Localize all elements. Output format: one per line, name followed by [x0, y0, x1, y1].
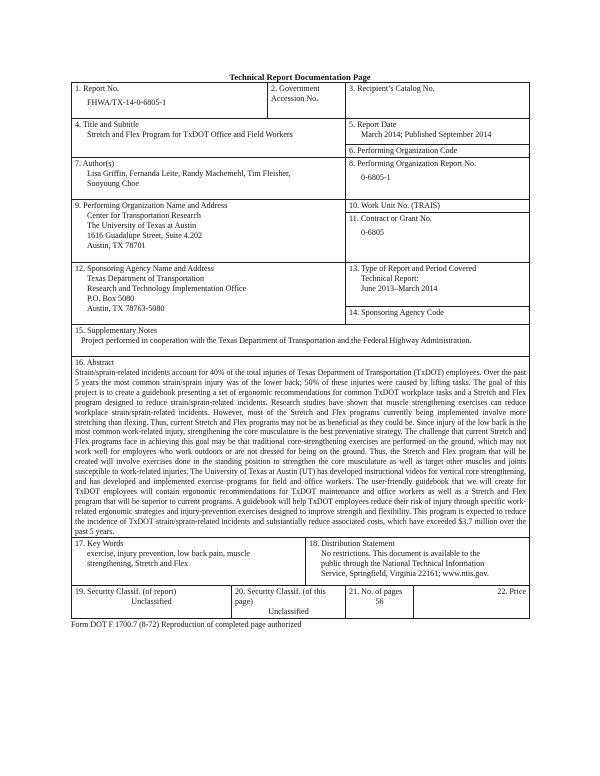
perf-org-name-line-2: The University of Texas at Austin — [87, 221, 197, 230]
perf-org-report-no-value: 0-6805-1 — [361, 173, 391, 182]
num-pages-label: 21. No. of pages — [349, 587, 403, 597]
sponsor-name-line-3: P.O. Box 5080 — [87, 294, 135, 303]
distribution-label: 18. Distribution Statement — [309, 539, 395, 549]
work-unit-no-cell — [346, 200, 530, 213]
security-page-cell — [232, 586, 346, 619]
form-footer: Form DOT F 1700.7 (8-72) Reproduction of completed page authorized — [71, 620, 302, 629]
sponsor-code-label: 14. Sponsoring Agency Code — [349, 308, 444, 317]
perf-org-name-line-3: 1616 Guadalupe Street, Suite 4.202 — [87, 231, 203, 240]
num-pages-cell — [346, 586, 414, 619]
sponsor-name-line-4: Austin, TX 78763-5080 — [87, 304, 165, 313]
distribution-line-1: No restrictions. This document is available to the — [321, 549, 481, 559]
perf-org-name-line-4: Austin, TX 78701 — [87, 241, 146, 250]
perf-org-report-no-label: 8. Performing Organization Report No. — [349, 159, 477, 168]
contract-no-label: 11. Contract or Grant No. — [349, 214, 432, 223]
price-label: 22. Price — [497, 587, 527, 597]
key-words-line-1: exercise, injury prevention, low back pain, muscle — [87, 549, 250, 559]
sponsor-name-line-2: Research and Technology Implementation Office — [87, 284, 247, 293]
report-type-line-2: June 2013–March 2014 — [361, 284, 438, 293]
report-documentation-table — [71, 82, 530, 619]
title-subtitle-value: Stretch and Flex Program for TxDOT Office and Field Workers — [87, 130, 293, 139]
abstract-cell — [72, 357, 530, 538]
govt-accession-cell — [268, 83, 346, 119]
report-type-line-1: Technical Report: — [361, 274, 419, 283]
distribution-cell — [306, 538, 530, 586]
authors-cell — [72, 158, 346, 200]
report-date-cell — [346, 119, 530, 145]
security-report-label: 19. Security Classif. (of report) — [75, 587, 177, 597]
supplementary-cell — [72, 325, 530, 357]
recipient-catalog-label: 3. Recipient’s Catalog No. — [349, 84, 435, 93]
sponsor-name-line-1: Texas Department of Transportation — [87, 274, 204, 283]
perf-org-code-label: 6. Performing Organization Code — [349, 146, 458, 155]
distribution-line-3: Service, Springfield, Virginia 22161; www.ntis.gov. — [321, 569, 489, 579]
page-title: Technical Report Documentation Page — [229, 72, 371, 82]
sponsor-code-cell — [346, 307, 530, 325]
report-no-label: 1. Report No. — [75, 84, 120, 93]
key-words-label: 17. Key Words — [75, 539, 124, 549]
report-type-cell — [346, 263, 530, 307]
authors-label: 7. Author(s) — [75, 159, 115, 168]
price-cell — [414, 586, 530, 619]
report-date-label: 5. Report Date — [349, 120, 397, 129]
contract-no-cell — [346, 213, 530, 263]
work-unit-no-label: 10. Work Unit No. (TRAIS) — [349, 201, 440, 210]
supplementary-value: Project performed in cooperation with the Texas Department of Transportation and the Federal Highway Administration. — [81, 336, 472, 345]
abstract-text: Strain/sprain-related incidents account for 40% of the total injuries of Texas Department of Transportation (TxDOT) employees. Over the past 5 years the most common strain/sprain injury was of the lower back; 50% of these injuries were caused by lifting tasks. The goal of this project is to create a guidebook presenting a set of ergonomic recommendations for common TxDOT workplace tasks and a Stretch and Flex program designed to reduce strain/sprain-related incidents. Research studies have shown that muscle strengthening exercises can reduce workplace strain/sprain-related incidents. However, most of the Stretch and Flex programs currently being implemented involve more stretching than flexing. Thus, current Stretch and Flex programs may not be as beneficial as they could be. Since injury of the low back is the most common work-related injury, strengthening the core musculature is the best preventative strategy. The challenge that current Stretch and Flex programs face in achieving this goal may be that traditional core-strengthening exercises are performed on the ground, which may not work well for employees who work outdoors or are not dressed for being on the ground. Thus, the Stretch and Flex program that will be created will involve exercises done in the standing position to strengthen the core musculature as well as target other muscles and joints susceptible to work-related injuries. The University of Texas at Austin (UT) has developed instructional videos for vertical core strengthening, and has developed and implemented exercise programs for field and office workers. The user-friendly guidebook that we will create for TxDOT employees will contain ergonomic recommendations for TxDOT maintenance and office workers as well as a Stretch and Flex program that will be superior to current programs. A guidebook will help TxDOT employees reduce their risk of injury through specific work-related ergonomic strategies and injury-prevention exercises designed to improve strength and flexibility. This program is expected to reduce the incidence of TxDOT strain/sprain-related incidents and substantially reduce associated costs, which have exceeded $3.7 million over the past 5 years. — [75, 368, 527, 536]
supplementary-label: 15. Supplementary Notes — [75, 326, 158, 335]
perf-org-name-cell — [72, 200, 346, 263]
report-type-label: 13. Type of Report and Period Covered — [349, 264, 477, 273]
authors-line-2: Sooyoung Choe — [87, 179, 139, 188]
perf-org-name-line-1: Center for Transportation Research — [87, 211, 201, 220]
security-report-value: Unclassified — [131, 597, 172, 607]
security-page-value: Unclassified — [268, 607, 309, 617]
title-subtitle-cell — [72, 119, 346, 158]
perf-org-report-no-cell — [346, 158, 530, 200]
num-pages-value: 56 — [375, 597, 384, 607]
abstract-label: 16. Abstract — [75, 358, 115, 367]
title-subtitle-label: 4. Title and Subtitle — [75, 120, 139, 129]
perf-org-code-cell — [346, 145, 530, 158]
key-words-line-2: strengthening, Stretch and Flex — [87, 559, 189, 569]
security-page-label: 20. Security Classif. (of this page) — [235, 587, 326, 607]
report-date-value: March 2014; Published September 2014 — [361, 130, 492, 139]
key-words-cell — [72, 538, 306, 586]
report-no-cell — [72, 83, 268, 119]
sponsor-name-label: 12. Sponsoring Agency Name and Address — [75, 264, 214, 273]
perf-org-name-label: 9. Performing Organization Name and Address — [75, 201, 228, 210]
sponsor-name-cell — [72, 263, 346, 325]
report-no-value: FHWA/TX-14-0-6805-1 — [87, 98, 167, 107]
authors-line-1: Lisa Griffin, Fernanda Leite, Randy Machemehl, Tim Fleisher, — [87, 169, 291, 178]
govt-accession-label: 2. Government Accession No. — [271, 84, 320, 103]
recipient-catalog-cell — [346, 83, 530, 119]
contract-no-value: 0-6805 — [361, 228, 384, 237]
security-report-cell — [72, 586, 232, 619]
distribution-line-2: public through the National Technical Information — [321, 559, 485, 569]
